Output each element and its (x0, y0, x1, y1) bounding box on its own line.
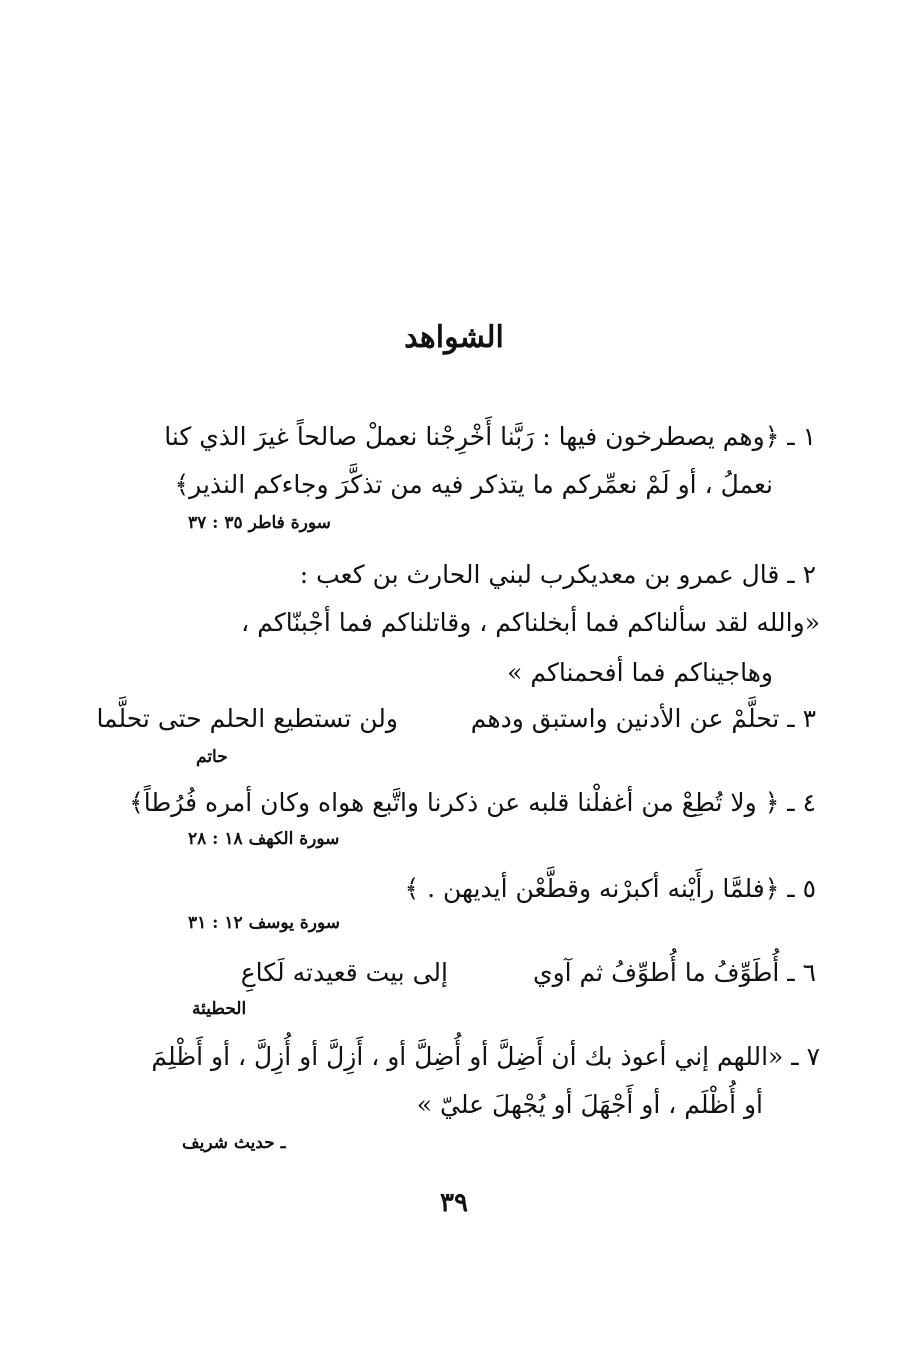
entry-2-line-3: وهاجيناكم فما أفحمناكم » (507, 658, 773, 687)
entry-6-poet: الحطيئة (192, 999, 247, 1019)
page-title: الشواهد (404, 320, 504, 355)
entry-3-poet: حاتم (196, 747, 228, 767)
entry-6-hemistich-1: ٦ ـ أُطَوِّفُ ما أُطوِّفُ ثم آوي (533, 958, 816, 987)
entry-3-hemistich-1: ٣ ـ تحلَّمْ عن الأدنين واستبق ودهم (470, 704, 816, 733)
entry-6-hemistich-2: إلى بيت قعيدته لَكاعِ (240, 958, 448, 987)
entry-7-source: ـ حديث شريف (182, 1133, 286, 1153)
entry-7-line-2: أو أُظْلَم ، أو أَجْهَلَ أو يُجْهلَ عليّ » (416, 1090, 763, 1119)
entry-1-line-1: ١ ـ ﴿وهم يصطرخون فيها : رَبَّنا أَخْرِجْنا نعملْ صالحاً غيرَ الذي كنا (164, 422, 816, 451)
entry-1-line-2: نعملُ ، أو لَمْ نعمِّركم ما يتذكر فيه من تذكَّرَ وجاءكم النذير﴾ (174, 470, 773, 499)
entry-5-line-1: ٥ ـ ﴿فلمَّا رأَيْنه أكبرْنه وقطَّعْن أيديهن . ﴾ (404, 874, 816, 903)
entry-7-line-1: ٧ ـ «اللهم إني أعوذ بك أن أَضِلَّ أو أُضِلَّ أو ، أَزِلَّ أو أُزِلَّ ، أو أَظْلِمَ (151, 1042, 820, 1071)
entry-2-line-2: «والله لقد سألناكم فما أبخلناكم ، وقاتلناكم فما أجْبنّاكم ، (241, 608, 820, 637)
entry-2-line-1: ٢ ـ قال عمرو بن معديكرب لبني الحارث بن كعب : (299, 560, 816, 589)
entry-4-source: سورة الكهف ١٨ : ٢٨ (188, 829, 340, 849)
entry-5-source: سورة يوسف ١٢ : ٣١ (188, 913, 340, 933)
entry-1-source: سورة فاطر ٣٥ : ٣٧ (188, 513, 331, 533)
entry-4-line-1: ٤ ـ ﴿ ولا تُطِعْ من أغفلْنا قلبه عن ذكرنا واتَّبع هواه وكان أمره فُرُطاً﴾ (129, 788, 816, 817)
entry-3-hemistich-2: ولن تستطيع الحلم حتى تحلَّما (96, 704, 398, 733)
page-number: ٣٩ (440, 1188, 468, 1218)
